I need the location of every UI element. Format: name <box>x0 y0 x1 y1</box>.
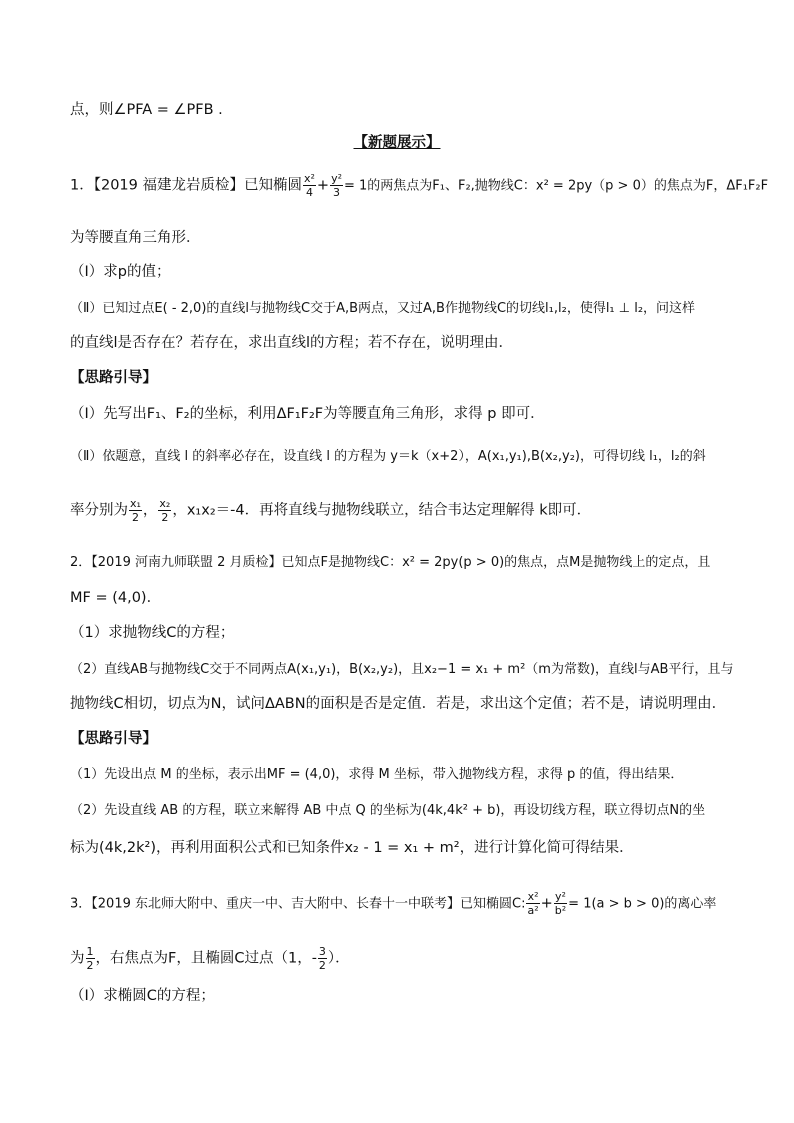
q1-guide3 <box>70 497 734 524</box>
q1-guide3-frac2-den: 2 <box>158 510 171 524</box>
q3-frac-pt-num: 3 <box>318 945 326 958</box>
q2-head <box>70 552 734 573</box>
q3-frac-x <box>526 890 539 917</box>
section-heading <box>0 133 794 153</box>
q2-part2a <box>70 659 734 680</box>
q1-guide3-frac1 <box>129 497 142 524</box>
q3-frac-pt <box>318 945 327 972</box>
q2-guide2 <box>70 800 734 821</box>
q1-line2-text: 为等腰直角三角形． <box>70 230 201 246</box>
q2-guide-title-text: 【思路引导】 <box>70 731 157 747</box>
q1-guide-title-text: 【思路引导】 <box>70 370 157 386</box>
q2-part2b-text: 抛物线C相切，切点为N，试问ΔABN的面积是否是定值．若是，求出这个定值；若不是，请说明理由． <box>70 696 727 712</box>
q1-part2b-text: 的直线l是否存在？若存在，求出直线l的方程；若不存在，说明理由． <box>70 335 514 351</box>
q2-guide-title <box>70 729 734 749</box>
q1-guide3-frac2 <box>158 497 171 524</box>
q2-guide1 <box>70 764 734 785</box>
q3-frac-x-num: x² <box>527 890 539 903</box>
q2-guide3-text: 标为(4k,2k²)，再利用面积公式和已知条件x₂ - 1 = x₁ + m²，进行计算化简可得结果． <box>70 840 634 856</box>
q3-tail: = 1(a > b > 0)的离心率 <box>568 896 717 912</box>
q3-part1-text: （I）求椭圆C的方程； <box>70 988 215 1004</box>
q3-frac-pt-den: 2 <box>318 959 326 972</box>
q1-frac-y-num: y² <box>331 172 342 185</box>
q1-guide3-comma: ， <box>142 502 158 519</box>
q3-line2-c: ）． <box>327 950 350 967</box>
intro-text: 点，则∠PFA = ∠PFB . <box>70 102 223 118</box>
q1-part2a-text: （Ⅱ）已知过点E( - 2,0)的直线l与抛物线C交于A,B两点，又过A,B作抛物线C的切线l₁,l₂，使得l₁ ⊥ l₂，问这样 <box>70 301 696 316</box>
q1-guide3-frac1-den: 2 <box>129 510 142 524</box>
q2-guide2-text: （2）先设直线 AB 的方程，联立来解得 AB 中点 Q 的坐标为(4k,4k² + b)，再设切线方程，联立得切点N的坐 <box>70 803 706 818</box>
q1-part1 <box>70 262 734 282</box>
q3-frac-e-num: 1 <box>86 945 94 958</box>
q1-frac-y <box>330 172 343 199</box>
q1-guide3-b: ，x₁x₂＝-4．再将直线与抛物线联立，结合韦达定理解得 k即可． <box>172 502 592 519</box>
q1-guide-title <box>70 368 734 388</box>
q2-part2a-text: （2）直线AB与抛物线C交于不同两点A(x₁,y₁)，B(x₂,y₂)，且x₂−1 = x₁ + m²（m为常数)，直线l与AB平行，且与 <box>70 662 734 677</box>
q3-plus: + <box>540 895 553 912</box>
q3-frac-y-num: y² <box>555 890 566 903</box>
q1-guide3-frac1-num: x₁ <box>130 497 141 510</box>
q1-guide1 <box>70 404 734 424</box>
q1-guide2-text: （Ⅱ）依题意，直线 l 的斜率必存在，设直线 l 的方程为 y＝k（x+2），A(x₁,y₁),B(x₂,y₂)，可得切线 l₁，l₂的斜 <box>70 449 706 464</box>
intro-line <box>70 100 734 120</box>
section-heading-text: 【新题展示】 <box>353 135 441 151</box>
q2-part1 <box>70 623 734 643</box>
q1-frac-x <box>303 172 316 199</box>
q2-part2b <box>70 694 734 714</box>
q3-frac-y <box>554 890 567 917</box>
q2-guide3 <box>70 838 734 858</box>
q3-part1 <box>70 986 734 1006</box>
q2-line2 <box>70 588 734 608</box>
q3-frac-x-den: a² <box>527 904 539 917</box>
q3-line2-a: 为 <box>70 950 85 967</box>
q3-frac-y-den: b² <box>554 904 567 917</box>
q1-line2 <box>70 228 734 248</box>
q1-part2b <box>70 333 734 353</box>
q2-guide1-text: （1）先设出点 M 的坐标，表示出MF = (4,0)，求得 M 坐标，带入抛物线方程，求得 p 的值，得出结果． <box>70 767 684 782</box>
q3-line2 <box>70 945 734 972</box>
q1-guide1-text: （Ⅰ）先写出F₁、F₂的坐标，利用ΔF₁F₂F为等腰直角三角形，求得 p 即可． <box>70 406 545 422</box>
q1-frac-x-num: x² <box>304 172 315 185</box>
q1-frac-y-den: 3 <box>330 185 343 199</box>
q3-frac-e <box>86 945 95 972</box>
q3-line2-b: ，右焦点为F，且椭圆C过点（1，- <box>95 950 317 967</box>
q2-line2-text: MF = (4,0)． <box>70 590 162 606</box>
q3-head <box>70 890 734 917</box>
q3-head-text: 3．【2019 东北师大附中、重庆一中、吉大附中、长春十一中联考】已知椭圆C: <box>70 896 526 912</box>
q1-head <box>70 172 769 199</box>
q2-part1-text: （1）求抛物线C的方程； <box>70 625 235 641</box>
q1-guide2 <box>70 446 734 467</box>
q1-eq-text: = 1的两焦点为F₁、F₂,抛物线C：x² = 2py（p > 0）的焦点为F，ΔF₁F₂F <box>344 178 769 194</box>
q1-part2a <box>70 298 734 319</box>
q1-part1-text: （Ⅰ）求p的值； <box>70 264 171 280</box>
q1-frac-x-den: 4 <box>303 185 316 199</box>
q3-frac-e-den: 2 <box>86 959 94 972</box>
q2-head-text: 2．【2019 河南九师联盟 2 月质检】已知点F是抛物线C：x² = 2py(p > 0)的焦点，点M是抛物线上的定点，且 <box>70 555 711 570</box>
q1-guide3-a: 率分别为 <box>70 502 128 519</box>
q1-plus: + <box>316 177 330 194</box>
q1-head-text: 1．【2019 福建龙岩质检】已知椭圆 <box>70 177 302 194</box>
q1-guide3-frac2-num: x₂ <box>159 497 171 510</box>
